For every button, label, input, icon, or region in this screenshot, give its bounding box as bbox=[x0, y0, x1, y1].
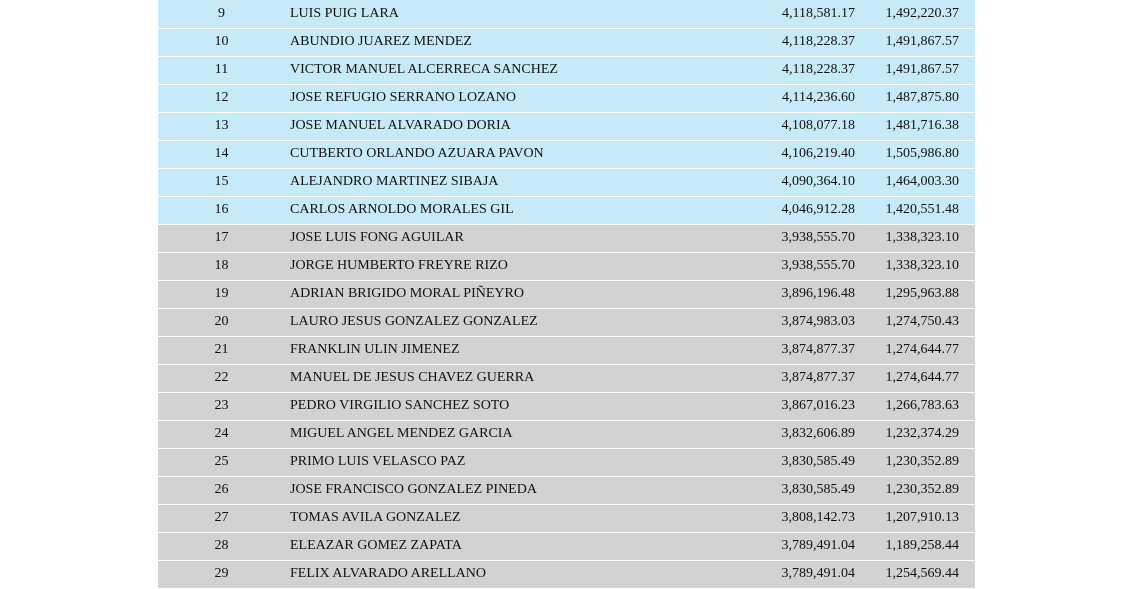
row-number-cell: 16 bbox=[158, 196, 285, 224]
employee-name-cell: ALEJANDRO MARTINEZ SIBAJA bbox=[285, 168, 715, 196]
row-number-cell: 18 bbox=[158, 252, 285, 280]
row-number-cell: 14 bbox=[158, 140, 285, 168]
amount-cell: 3,830,585.49 bbox=[715, 476, 861, 504]
table-row bbox=[158, 280, 975, 308]
amount-cell: 4,118,581.17 bbox=[715, 0, 861, 28]
row-number-cell: 24 bbox=[158, 420, 285, 448]
table-row bbox=[158, 224, 975, 252]
employee-name-cell: VICTOR MANUEL ALCERRECA SANCHEZ bbox=[285, 56, 715, 84]
amount-cell: 4,118,228.37 bbox=[715, 56, 861, 84]
employee-name-cell: JOSE FRANCISCO GONZALEZ PINEDA bbox=[285, 476, 715, 504]
amount-cell: 3,874,877.37 bbox=[715, 364, 861, 392]
employee-name-cell: CARLOS ARNOLDO MORALES GIL bbox=[285, 196, 715, 224]
net-amount-cell: 1,492,220.37 bbox=[861, 0, 975, 28]
row-number-cell: 12 bbox=[158, 84, 285, 112]
net-amount-cell: 1,491,867.57 bbox=[861, 28, 975, 56]
table-row bbox=[158, 84, 975, 112]
table-row bbox=[158, 140, 975, 168]
amount-cell: 4,106,219.40 bbox=[715, 140, 861, 168]
net-amount-cell: 1,487,875.80 bbox=[861, 84, 975, 112]
table-row bbox=[158, 532, 975, 560]
employee-name-cell: JORGE HUMBERTO FREYRE RIZO bbox=[285, 252, 715, 280]
row-number-cell: 21 bbox=[158, 336, 285, 364]
row-number-cell: 11 bbox=[158, 56, 285, 84]
row-number-cell: 29 bbox=[158, 560, 285, 588]
amount-cell: 3,874,877.37 bbox=[715, 336, 861, 364]
row-number-cell: 17 bbox=[158, 224, 285, 252]
net-amount-cell: 1,207,910.13 bbox=[861, 504, 975, 532]
table-row bbox=[158, 252, 975, 280]
table-row bbox=[158, 28, 975, 56]
net-amount-cell: 1,274,750.43 bbox=[861, 308, 975, 336]
employee-name-cell: PRIMO LUIS VELASCO PAZ bbox=[285, 448, 715, 476]
amount-cell: 3,938,555.70 bbox=[715, 224, 861, 252]
row-number-cell: 13 bbox=[158, 112, 285, 140]
table-row bbox=[158, 308, 975, 336]
amount-cell: 4,114,236.60 bbox=[715, 84, 861, 112]
amount-cell: 4,046,912.28 bbox=[715, 196, 861, 224]
row-number-cell: 28 bbox=[158, 532, 285, 560]
row-number-cell: 22 bbox=[158, 364, 285, 392]
employee-name-cell: LUIS PUIG LARA bbox=[285, 0, 715, 28]
table-row bbox=[158, 476, 975, 504]
table-row bbox=[158, 56, 975, 84]
employee-name-cell: CUTBERTO ORLANDO AZUARA PAVON bbox=[285, 140, 715, 168]
salary-table bbox=[158, 0, 975, 589]
amount-cell: 3,789,491.04 bbox=[715, 532, 861, 560]
row-number-cell: 27 bbox=[158, 504, 285, 532]
row-number-cell: 26 bbox=[158, 476, 285, 504]
net-amount-cell: 1,230,352.89 bbox=[861, 448, 975, 476]
employee-name-cell: ELEAZAR GOMEZ ZAPATA bbox=[285, 532, 715, 560]
employee-name-cell: JOSE REFUGIO SERRANO LOZANO bbox=[285, 84, 715, 112]
row-number-cell: 19 bbox=[158, 280, 285, 308]
row-number-cell: 10 bbox=[158, 28, 285, 56]
net-amount-cell: 1,464,003.30 bbox=[861, 168, 975, 196]
net-amount-cell: 1,274,644.77 bbox=[861, 336, 975, 364]
table-row bbox=[158, 420, 975, 448]
employee-name-cell: JOSE LUIS FONG AGUILAR bbox=[285, 224, 715, 252]
net-amount-cell: 1,505,986.80 bbox=[861, 140, 975, 168]
amount-cell: 4,118,228.37 bbox=[715, 28, 861, 56]
employee-name-cell: MIGUEL ANGEL MENDEZ GARCIA bbox=[285, 420, 715, 448]
employee-name-cell: TOMAS AVILA GONZALEZ bbox=[285, 504, 715, 532]
net-amount-cell: 1,189,258.44 bbox=[861, 532, 975, 560]
net-amount-cell: 1,491,867.57 bbox=[861, 56, 975, 84]
net-amount-cell: 1,254,569.44 bbox=[861, 560, 975, 588]
net-amount-cell: 1,420,551.48 bbox=[861, 196, 975, 224]
table-row bbox=[158, 392, 975, 420]
row-number-cell: 25 bbox=[158, 448, 285, 476]
table-row bbox=[158, 504, 975, 532]
table-row bbox=[158, 168, 975, 196]
employee-name-cell: FRANKLIN ULIN JIMENEZ bbox=[285, 336, 715, 364]
net-amount-cell: 1,295,963.88 bbox=[861, 280, 975, 308]
row-number-cell: 15 bbox=[158, 168, 285, 196]
net-amount-cell: 1,338,323.10 bbox=[861, 252, 975, 280]
table-row bbox=[158, 560, 975, 588]
amount-cell: 3,874,983.03 bbox=[715, 308, 861, 336]
amount-cell: 3,808,142.73 bbox=[715, 504, 861, 532]
amount-cell: 3,830,585.49 bbox=[715, 448, 861, 476]
row-number-cell: 9 bbox=[158, 0, 285, 28]
employee-name-cell: LAURO JESUS GONZALEZ GONZALEZ bbox=[285, 308, 715, 336]
row-number-cell: 20 bbox=[158, 308, 285, 336]
net-amount-cell: 1,274,644.77 bbox=[861, 364, 975, 392]
table-row bbox=[158, 364, 975, 392]
table-row bbox=[158, 0, 975, 28]
amount-cell: 3,938,555.70 bbox=[715, 252, 861, 280]
table-row bbox=[158, 336, 975, 364]
amount-cell: 3,832,606.89 bbox=[715, 420, 861, 448]
table-row bbox=[158, 112, 975, 140]
table-row bbox=[158, 448, 975, 476]
amount-cell: 3,896,196.48 bbox=[715, 280, 861, 308]
net-amount-cell: 1,481,716.38 bbox=[861, 112, 975, 140]
employee-name-cell: ADRIAN BRIGIDO MORAL PIÑEYRO bbox=[285, 280, 715, 308]
row-number-cell: 23 bbox=[158, 392, 285, 420]
employee-name-cell: PEDRO VIRGILIO SANCHEZ SOTO bbox=[285, 392, 715, 420]
amount-cell: 4,090,364.10 bbox=[715, 168, 861, 196]
table-row bbox=[158, 196, 975, 224]
employee-name-cell: ABUNDIO JUAREZ MENDEZ bbox=[285, 28, 715, 56]
net-amount-cell: 1,230,352.89 bbox=[861, 476, 975, 504]
salary-table-body bbox=[158, 0, 975, 588]
employee-name-cell: MANUEL DE JESUS CHAVEZ GUERRA bbox=[285, 364, 715, 392]
net-amount-cell: 1,232,374.29 bbox=[861, 420, 975, 448]
employee-name-cell: JOSE MANUEL ALVARADO DORIA bbox=[285, 112, 715, 140]
salary-table-container bbox=[158, 0, 959, 589]
employee-name-cell: FELIX ALVARADO ARELLANO bbox=[285, 560, 715, 588]
net-amount-cell: 1,338,323.10 bbox=[861, 224, 975, 252]
amount-cell: 3,867,016.23 bbox=[715, 392, 861, 420]
amount-cell: 3,789,491.04 bbox=[715, 560, 861, 588]
amount-cell: 4,108,077.18 bbox=[715, 112, 861, 140]
net-amount-cell: 1,266,783.63 bbox=[861, 392, 975, 420]
